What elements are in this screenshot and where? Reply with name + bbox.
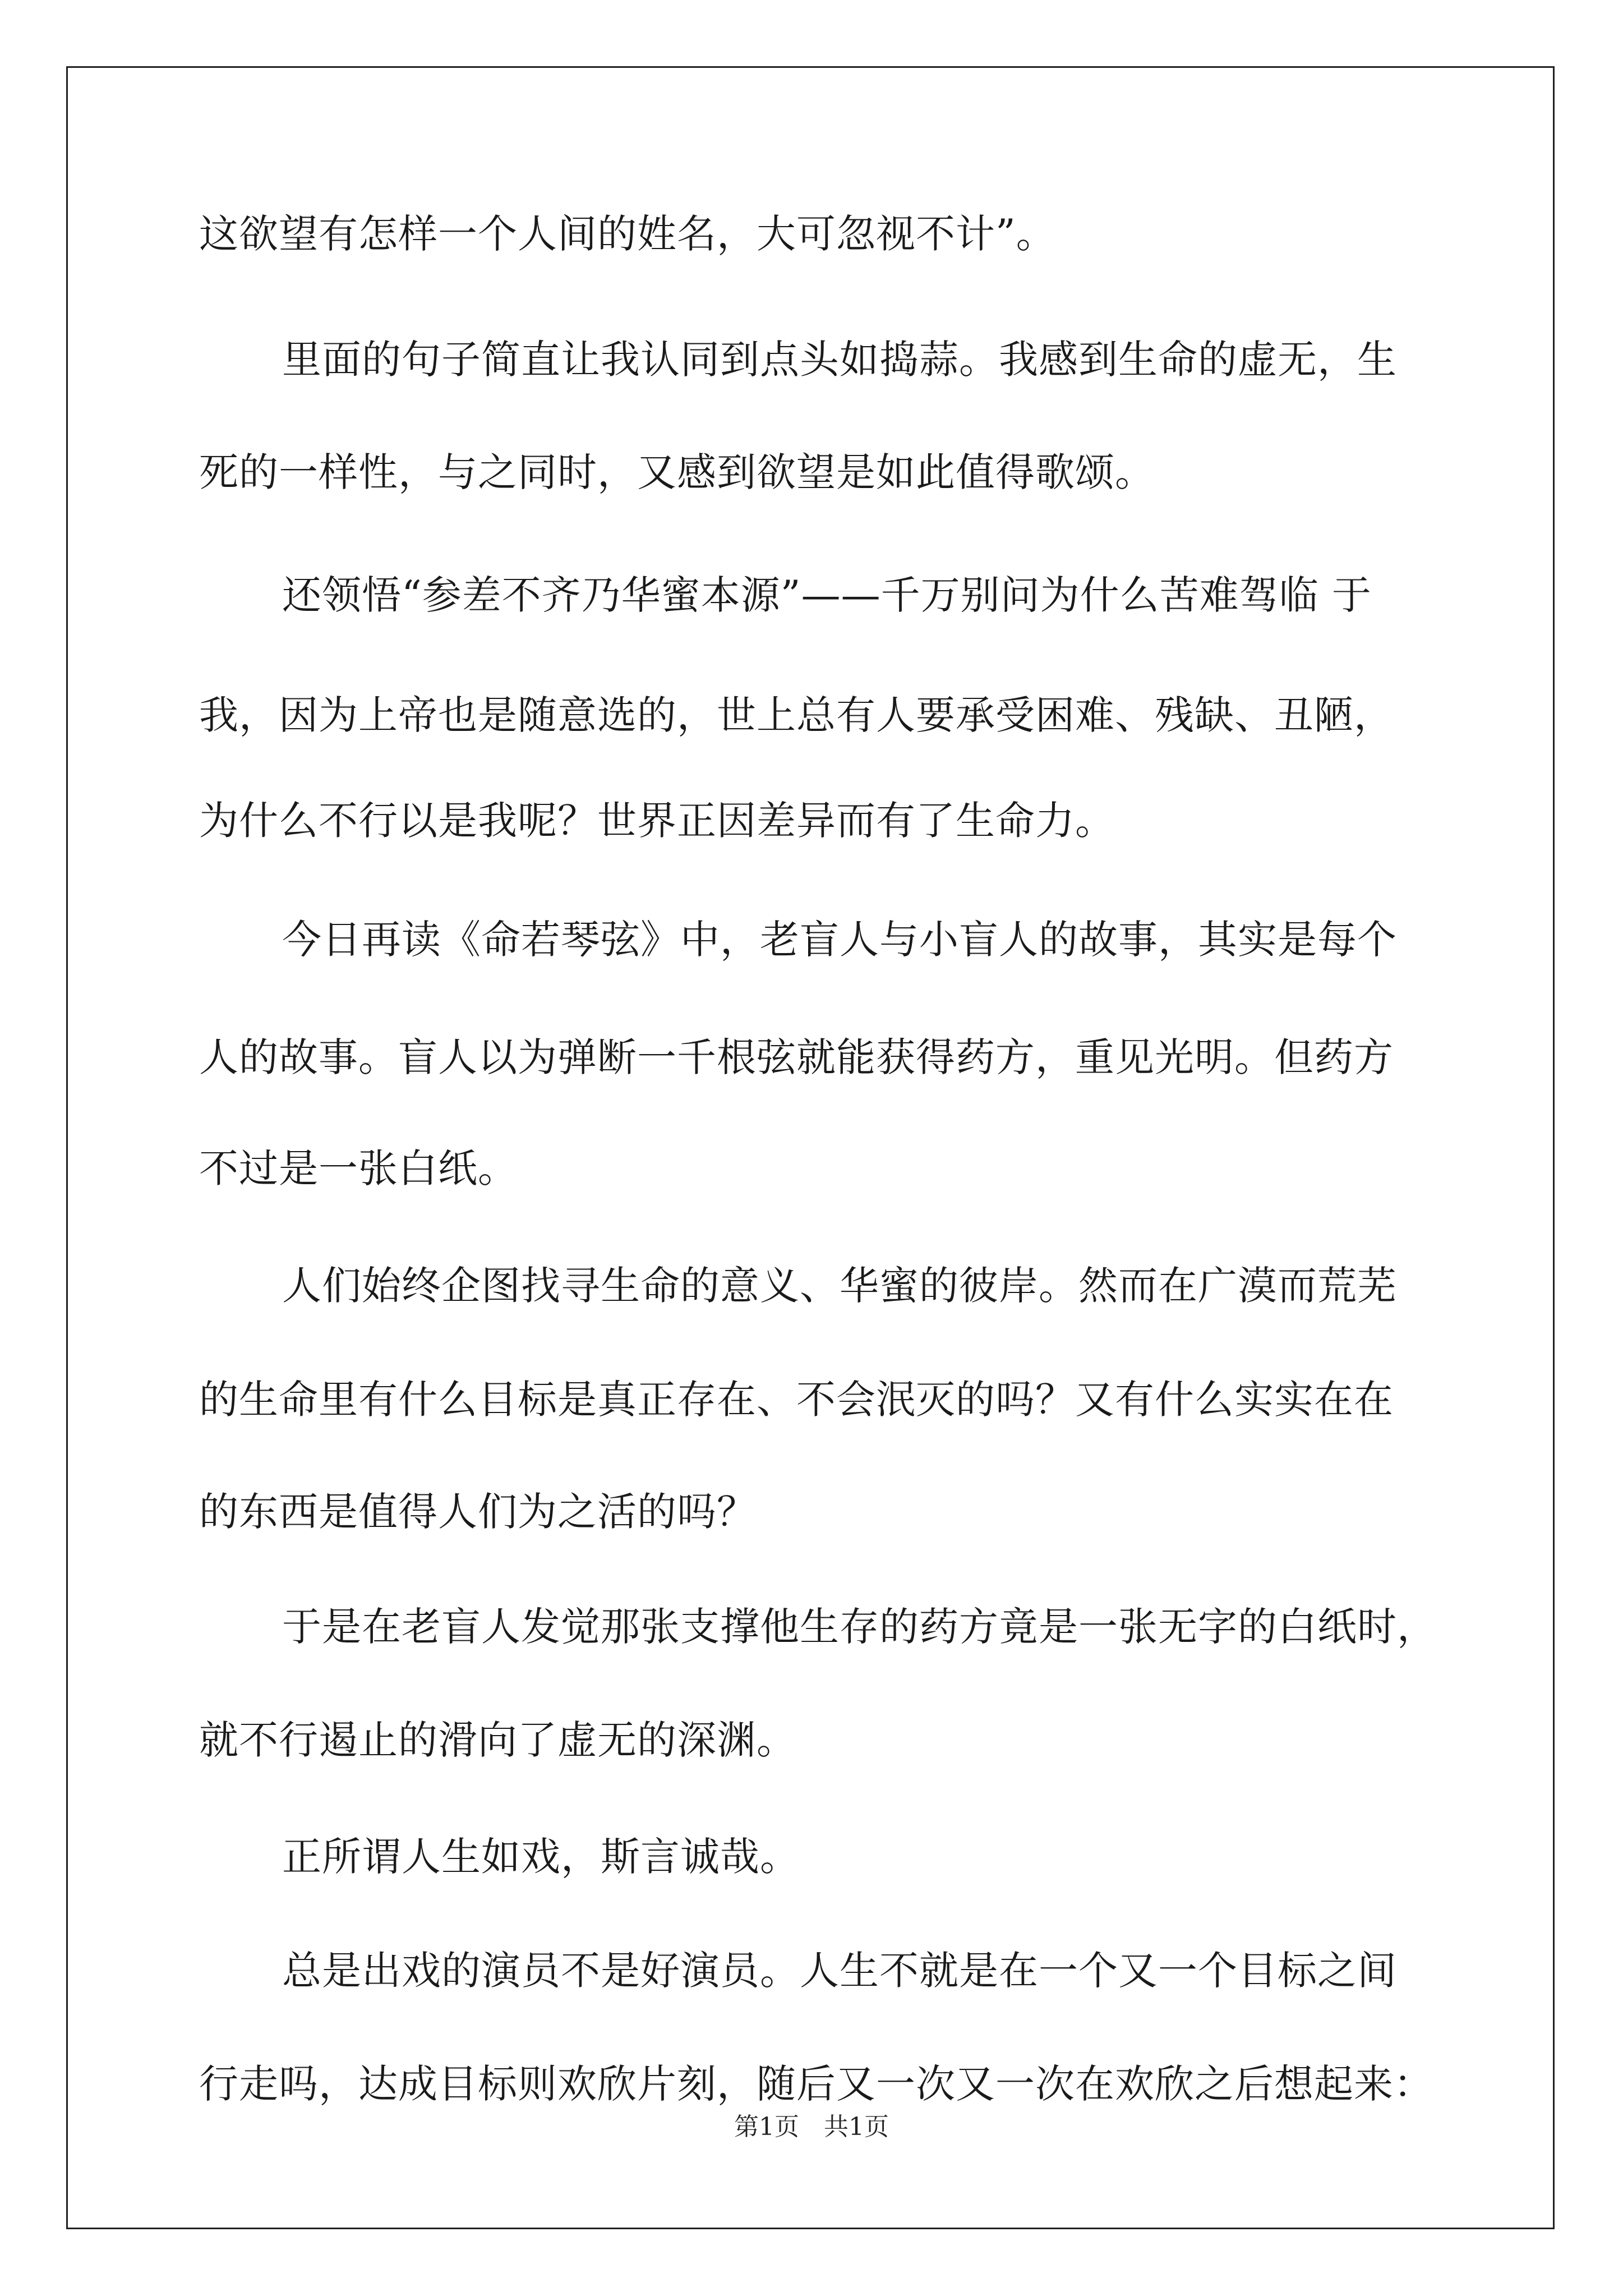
- text-line: 行走吗，达成目标则欢欣片刻，随后又一次又一次在欢欣之后想起来：: [199, 2061, 1433, 2107]
- text-line: 就不行遏止的滑向了虚无的深渊。: [199, 1717, 796, 1763]
- text-line: 还领悟“参差不齐乃华蜜本源”——千万别问为什么苦难驾临 于: [282, 572, 1372, 618]
- text-line: 正所谓人生如戏，斯言诚哉。: [282, 1834, 800, 1880]
- text-line: 不过是一张白纸。: [199, 1145, 518, 1191]
- text-line: 这欲望有怎样一个人间的姓名，大可忽视不计”。: [199, 211, 1056, 257]
- text-line: 为什么不行以是我呢？世界正因差异而有了生命力。: [199, 798, 1115, 844]
- text-line: 的生命里有什么目标是真正存在、不会泯灭的吗？又有什么实实在在: [199, 1377, 1394, 1423]
- text-line: 死的一样性，与之同时，又感到欲望是如此值得歌颂。: [199, 449, 1155, 495]
- text-line: 我，因为上帝也是随意选的，世上总有人要承受困难、残缺、丑陋，: [199, 692, 1394, 738]
- text-line: 人们始终企图找寻生命的意义、华蜜的彼岸。然而在广漠而荒芜: [282, 1263, 1397, 1309]
- text-line: 于是在老盲人发觉那张支撑他生存的药方竟是一张无字的白纸时，: [282, 1604, 1437, 1650]
- text-line: 今日再读《命若琴弦》中，老盲人与小盲人的故事，其实是每个: [282, 917, 1397, 963]
- text-line: 总是出戏的演员不是好演员。人生不就是在一个又一个目标之间: [282, 1948, 1397, 1994]
- text-line: 里面的句子简直让我认同到点头如捣蒜。我感到生命的虚无，生: [282, 337, 1397, 383]
- text-line: 人的故事。盲人以为弹断一千根弦就能获得药方，重见光明。但药方: [199, 1034, 1394, 1080]
- page-number-footer: 第1页 共1页: [734, 2113, 889, 2141]
- text-line: 的东西是值得人们为之活的吗？: [199, 1489, 757, 1535]
